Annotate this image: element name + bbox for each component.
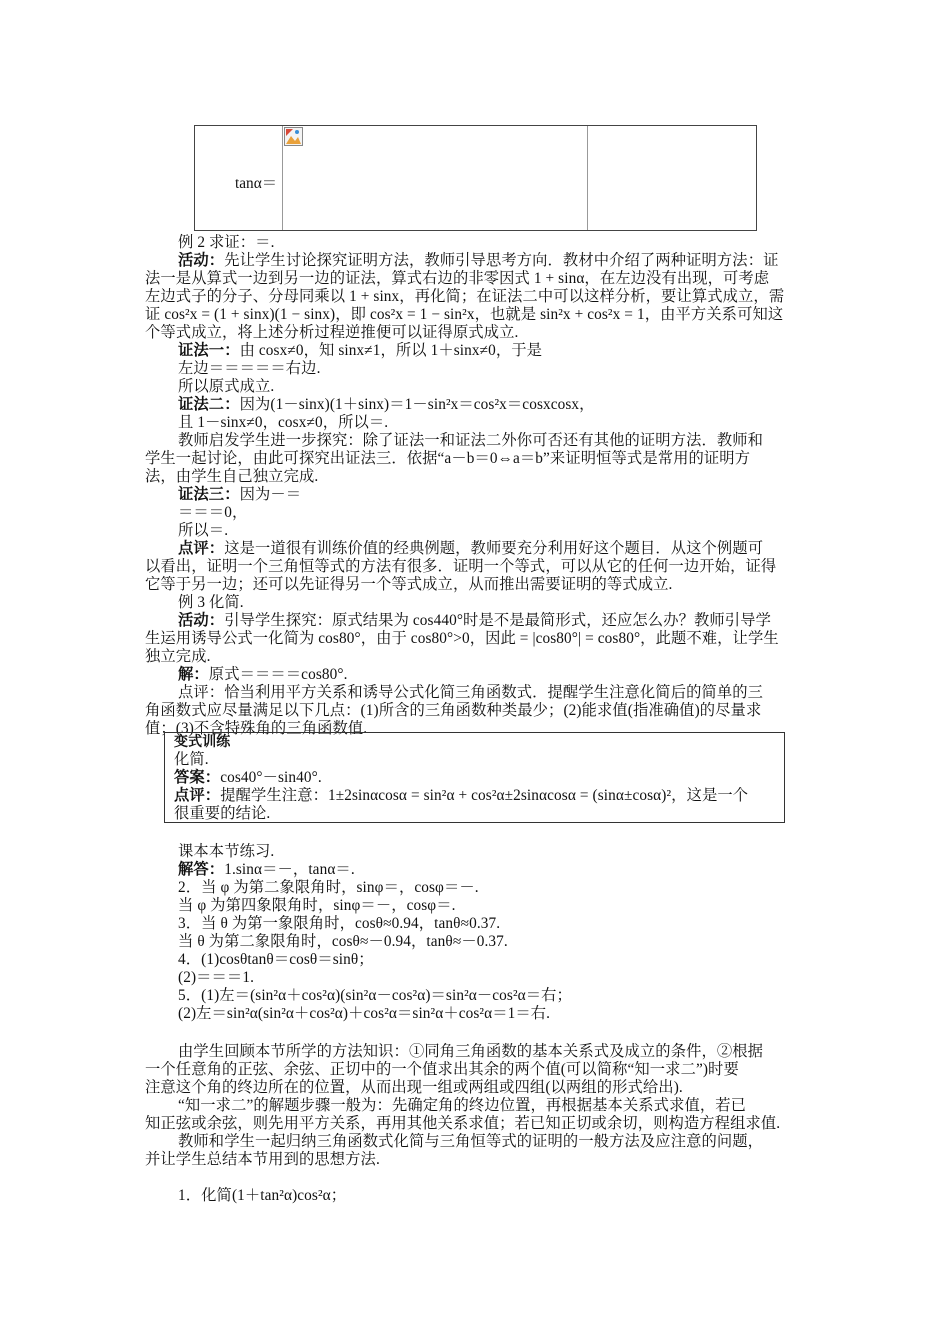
teacher-para-line: 教师启发学生进一步探究：除了证法一和证法二外你可否还有其他的证明方法．教师和 (178, 432, 764, 449)
proof-2-line: 证法二：因为(1－sinx)(1＋sinx)＝1－sin²x＝cos²x＝cosxcosx， (178, 396, 595, 413)
proof-1-line: 所以原式成立. (178, 378, 275, 395)
exercise-line: 课本本节练习. (178, 843, 275, 860)
variant-comment: 点评：提醒学生注意：1±2sinαcosα = sin²α + cos²α±2sinαcosα = (sinα±cosα)²，这是一个 (174, 787, 749, 804)
exercise-line: 2．当 φ 为第二象限角时，sinφ＝，cosφ＝－. (178, 879, 479, 896)
exercise-line: 当 θ 为第二象限角时，cosθ≈－0.94，tanθ≈－0.37. (178, 933, 508, 950)
summary-line: “知一求二”的解题步骤一般为：先确定角的终边位置，再根据基本关系式求值，若已 (178, 1097, 747, 1114)
activity-para-line: 个等式成立，将上述分析过程逆推便可以证得原式成立. (145, 324, 519, 341)
activity-para-line: 活动：先让学生讨论探究证明方法，教师引导思考方向．教材中介绍了两种证明方法：证 (178, 252, 779, 269)
summary-line: 一个任意角的正弦、余弦、正切中的一个值求出其余的两个值(可以简称“知一求二”)时要 (145, 1061, 739, 1078)
summary-line: 并让学生总结本节用到的思想方法. (145, 1151, 380, 1168)
teacher-para-line: 学生一起讨论，由此可探究出证法三．依据“a－b＝0⇔a＝b”来证明恒等式是常用的证明方 (145, 450, 751, 467)
example-3-heading: 例 3 化简. (178, 594, 244, 611)
comment-para-line: 它等于另一边；还可以先证得另一个等式成立，从而推出需要证明的等式成立. (145, 576, 673, 593)
summary-line: 教师和学生一起归纳三角函数式化简与三角恒等式的证明的一般方法及应注意的问题， (178, 1133, 764, 1150)
comment-para-line: 点评：这是一道很有训练价值的经典例题，教师要充分利用好这个题目．从这个例题可 (178, 540, 764, 557)
activity-2-line: 活动：引导学生探究：原式结果为 cos440°时是不是最简形式，还应怎么办？教师引导学 (178, 612, 771, 629)
variant-line: 化简. (174, 751, 209, 768)
exercise-line: 4．(1)cosθtanθ＝cosθ＝sinθ； (178, 951, 374, 968)
proof-2-line: 且 1－sinx≠0，cosx≠0，所以＝. (178, 414, 389, 431)
table-divider (282, 126, 283, 230)
activity-2-line: 生运用诱导公式一化简为 cos80°，由于 cos80°>0，因此 = |cos80°| = cos80°，此题不难，让学生 (145, 630, 779, 647)
teacher-para-line: 法，由学生自己独立完成. (145, 468, 319, 485)
variant-answer: 答案：cos40°－sin40°. (174, 769, 322, 786)
exercise-line: 当 φ 为第四象限角时，sinφ＝－，cosφ＝. (178, 897, 456, 914)
proof-3-line: 所以＝. (178, 522, 229, 539)
proof-1-line: 证法一：由 cosx≠0，知 sinx≠1，所以 1＋sinx≠0，于是 (178, 342, 543, 359)
solution-line: 解：原式＝＝＝＝cos80°. (178, 666, 348, 683)
comment-2-line: 值；(3)不含特殊角的三角函数值. (145, 720, 368, 737)
proof-3-line: 证法三：因为－＝ (178, 486, 302, 503)
variant-training-title: 变式训练 (174, 735, 231, 750)
summary-line: 知正弦或余弦，则先用平方关系，再用其他关系求值；若已知正切或余切，则构造方程组求值. (145, 1115, 781, 1132)
exercise-line: (2)＝＝＝1. (178, 969, 254, 986)
broken-image-icon (284, 127, 303, 146)
table-label: tanα＝ (235, 175, 277, 192)
proof-3-line: ＝＝＝0， (178, 504, 248, 521)
summary-line: 注意这个角的终边所在的位置，从而出现一组或两组或四组(以两组的形式给出). (145, 1079, 683, 1096)
homework-line: 1．化简(1＋tan²α)cos²α； (178, 1187, 347, 1204)
comment-2-line: 角函数式应尽量满足以下几点：(1)所含的三角函数种类最少；(2)能求值(指准确值)的尽量求 (145, 702, 762, 719)
activity-2-line: 独立完成. (145, 648, 211, 665)
activity-para-line: 证 cos²x = (1 + sinx)(1 − sinx)，即 cos²x = 1 − sin²x，也就是 sin²x + cos²x = 1，由平方关系可知这 (145, 306, 784, 323)
activity-para-line: 左边式子的分子、分母同乘以 1 + sinx，再化简；在证法二中可以这样分析，要让算式成立，需 (145, 288, 785, 305)
formula-table (194, 125, 757, 231)
comment-2-line: 点评：恰当利用平方关系和诱导公式化简三角函数式．提醒学生注意化简后的简单的三 (178, 684, 764, 701)
summary-line: 由学生回顾本节所学的方法知识：①同角三角函数的基本关系式及成立的条件，②根据 (178, 1043, 764, 1060)
proof-1-line: 左边＝＝＝＝＝右边. (178, 360, 321, 377)
exercise-line: 解答：1.sinα＝－，tanα＝. (178, 861, 355, 878)
exercise-line: 5．(1)左＝(sin²α＋cos²α)(sin²α－cos²α)＝sin²α－cos²α＝右； (178, 987, 572, 1004)
table-divider (587, 126, 588, 230)
exercise-line: 3．当 θ 为第一象限角时，cosθ≈0.94，tanθ≈0.37. (178, 915, 501, 932)
activity-para-line: 法一是从算式一边到另一边的证法，算式右边的非零因式 1 + sinα，在左边没有出现，可考虑 (145, 270, 770, 287)
variant-comment: 很重要的结论. (174, 805, 271, 822)
comment-para-line: 以看出，证明一个三角恒等式的方法有很多．证明一个等式，可以从它的任何一边开始，证得 (145, 558, 777, 575)
exercise-line: (2)左＝sin²α(sin²α＋cos²α)＋cos²α＝sin²α＋cos²α＝1＝右. (178, 1005, 551, 1022)
example-2-heading: 例 2 求证：＝. (178, 234, 275, 251)
